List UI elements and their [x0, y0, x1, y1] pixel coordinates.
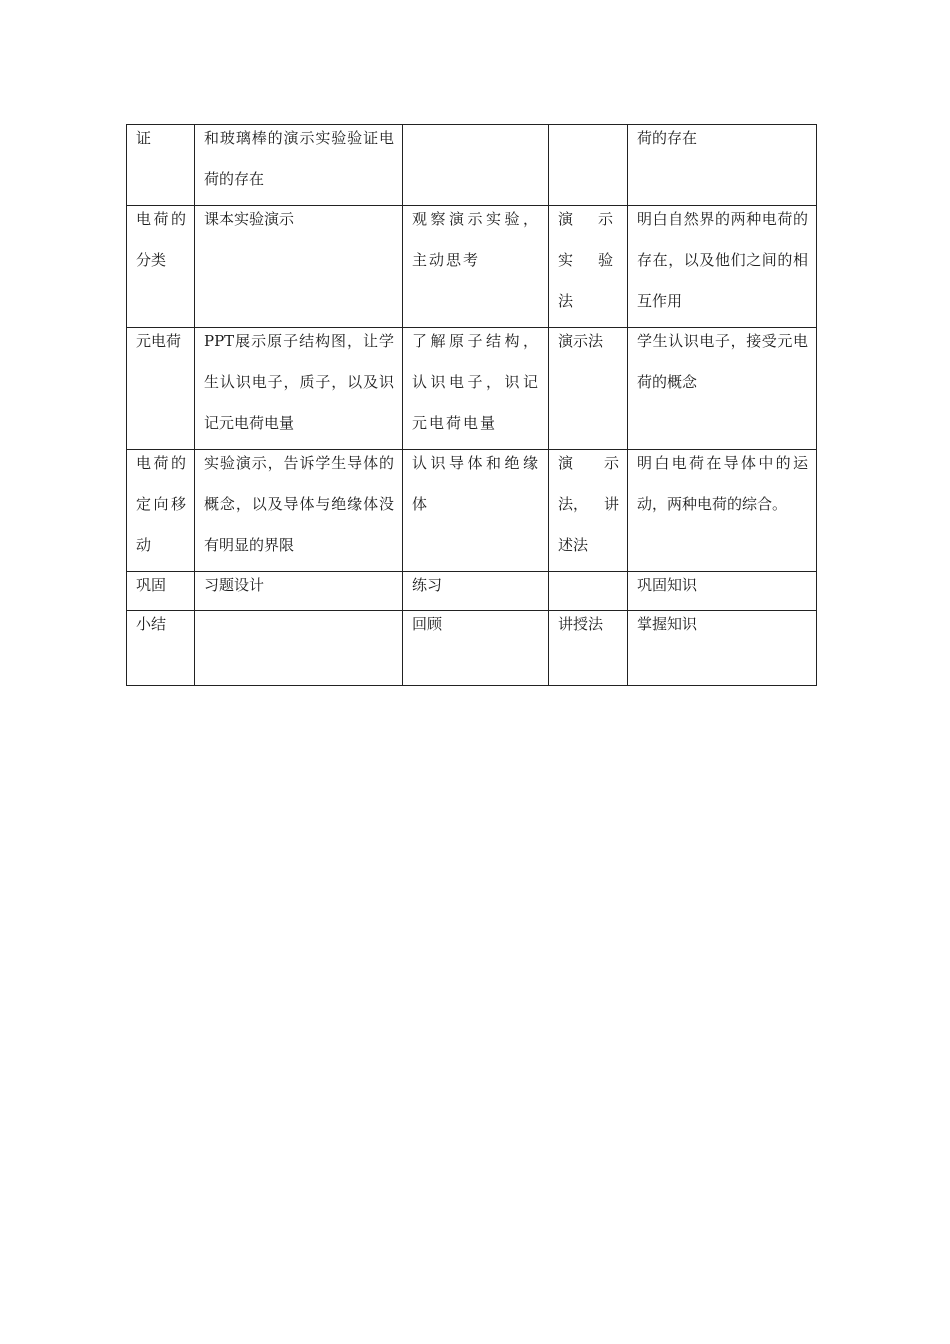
teacher-activity-cell: 和玻璃棒的演示实验验证电荷的存在 — [195, 125, 403, 206]
goal-cell: 学生认识电子，接受元电荷的概念 — [628, 328, 817, 450]
lesson-plan-table — [126, 124, 817, 686]
table-row — [127, 611, 817, 686]
method-cell — [549, 125, 628, 206]
goal-cell: 巩固知识 — [628, 572, 817, 611]
section-cell: 巩固 — [127, 572, 195, 611]
table-row — [127, 450, 817, 572]
section-cell: 证 — [127, 125, 195, 206]
table-row — [127, 328, 817, 450]
table-row — [127, 206, 817, 328]
method-cell: 演示法 — [549, 328, 628, 450]
student-activity-cell: 认识导体和绝缘体 — [403, 450, 549, 572]
method-cell: 讲授法 — [549, 611, 628, 686]
goal-cell: 荷的存在 — [628, 125, 817, 206]
section-cell: 电荷的定向移动 — [127, 450, 195, 572]
teacher-activity-cell: 习题设计 — [195, 572, 403, 611]
student-activity-cell — [403, 125, 549, 206]
goal-cell: 掌握知识 — [628, 611, 817, 686]
table-row — [127, 125, 817, 206]
teacher-activity-cell: 实验演示，告诉学生导体的概念，以及导体与绝缘体没有明显的界限 — [195, 450, 403, 572]
section-cell: 小结 — [127, 611, 195, 686]
method-cell — [549, 450, 628, 572]
student-activity-cell: 观察演示实验，主动思考 — [403, 206, 549, 328]
section-cell: 电荷的分类 — [127, 206, 195, 328]
goal-cell: 明白自然界的两种电荷的存在，以及他们之间的相互作用 — [628, 206, 817, 328]
method-text-block: 演 示 法， 讲 述法 — [558, 454, 619, 554]
method-cell: 演示实验法 — [549, 206, 628, 328]
goal-cell: 明白电荷在导体中的运动，两种电荷的综合。 — [628, 450, 817, 572]
student-activity-cell: 了解原子结构，认识电子，识记元电荷电量 — [403, 328, 549, 450]
section-cell: 元电荷 — [127, 328, 195, 450]
teacher-activity-cell: 课本实验演示 — [195, 206, 403, 328]
teacher-activity-cell: PPT展示原子结构图，让学生认识电子，质子，以及识记元电荷电量 — [195, 328, 403, 450]
teacher-activity-cell — [195, 611, 403, 686]
student-activity-cell: 回顾 — [403, 611, 549, 686]
student-activity-cell: 练习 — [403, 572, 549, 611]
